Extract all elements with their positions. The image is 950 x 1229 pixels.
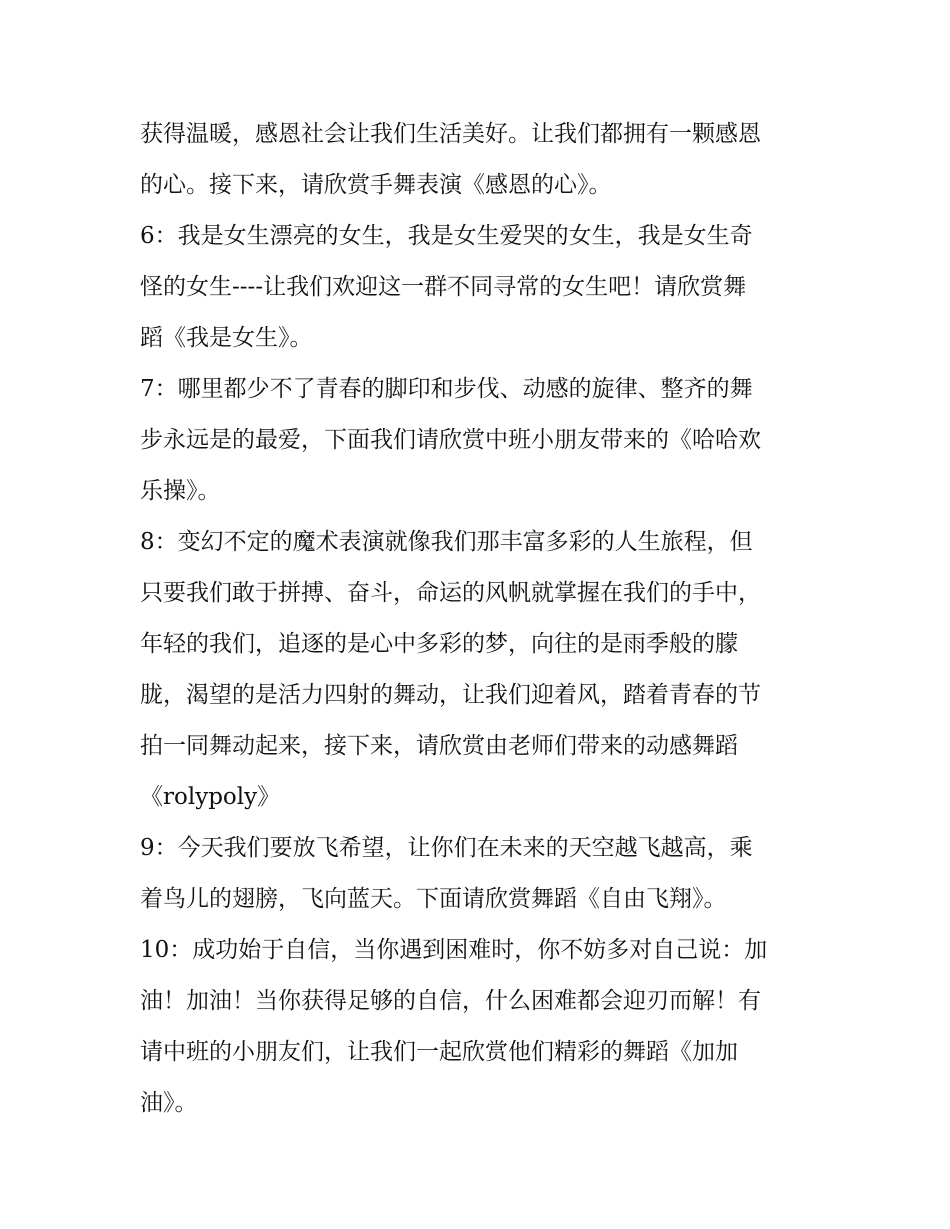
text-line: 只要我们敢于拼搏、奋斗，命运的风帆就掌握在我们的手中， (140, 580, 761, 606)
text-line: 的心。接下来，请欣赏手舞表演《感恩的心》。 (140, 172, 612, 198)
text-line: 胧，渴望的是活力四射的舞动，让我们迎着风，踏着青春的节 (140, 682, 761, 708)
text-line: 步永远是的最爱，下面我们请欣赏中班小朋友带来的《哈哈欢 (140, 427, 761, 453)
text-line: 油！加油！当你获得足够的自信，什么困难都会迎刃而解！有 (140, 988, 761, 1014)
text-line: 年轻的我们，追逐的是心中多彩的梦，向往的是雨季般的朦 (140, 631, 738, 657)
text-line: 10：成功始于自信，当你遇到困难时，你不妨多对自己说：加 (140, 937, 768, 963)
text-line: 7：哪里都少不了青春的脚印和步伐、动感的旋律、整齐的舞 (140, 376, 753, 402)
text-line: 获得温暖，感恩社会让我们生活美好。让我们都拥有一颗感恩 (140, 121, 761, 147)
text-line: 油》。 (140, 1090, 198, 1116)
text-line: 乐操》。 (140, 478, 221, 504)
text-line: 6：我是女生漂亮的女生，我是女生爱哭的女生，我是女生奇 (140, 223, 753, 249)
text-line: 9：今天我们要放飞希望，让你们在未来的天空越飞越高，乘 (140, 835, 753, 861)
text-line: 着鸟儿的翅膀，飞向蓝天。下面请欣赏舞蹈《自由飞翔》。 (140, 886, 727, 912)
text-line: 怪的女生----让我们欢迎这一群不同寻常的女生吧！请欣赏舞 (140, 274, 747, 300)
text-line: 请中班的小朋友们，让我们一起欣赏他们精彩的舞蹈《加加 (140, 1039, 738, 1065)
text-line: 蹈《我是女生》。 (140, 325, 313, 351)
text-line: 《rolypoly》 (140, 784, 281, 810)
text-line: 拍一同舞动起来，接下来，请欣赏由老师们带来的动感舞蹈 (140, 733, 738, 759)
document-body (140, 109, 812, 1129)
text-line: 8：变幻不定的魔术表演就像我们那丰富多彩的人生旅程，但 (140, 529, 753, 555)
